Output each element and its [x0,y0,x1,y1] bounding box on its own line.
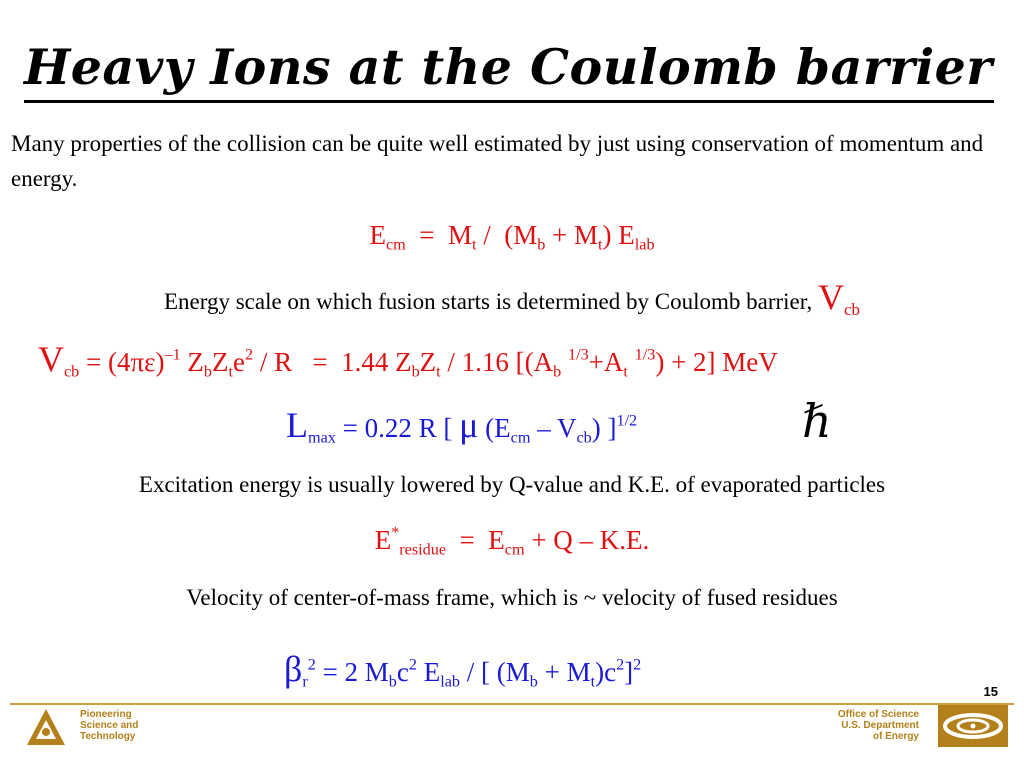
argonne-logo-icon [26,708,66,746]
intro-paragraph: Many properties of the collision can be quite well estimated by just using conservation of momentum and energy. [11,131,984,191]
equation-estar: $E^*_{residue} = E_{cm} + Q - K.E$. [374,523,650,559]
office-line: U.S. Department [841,720,919,731]
pioneering-tagline [80,709,138,742]
office-line: Office of Science [837,709,919,720]
vcb-symbol: $V_{cb}$ [817,277,861,319]
tagline-line: Technology [80,731,136,742]
excitation-text: Excitation energy is usually lowered by Q-value and K.E. of evaporated particles [138,472,886,497]
velocity-text: Velocity of center-of-mass frame, which is ~ velocity of fused residues [186,585,838,610]
office-of-science-label [838,709,919,742]
tagline-line: Science and [80,720,139,731]
coulomb-barrier-text [0,277,1024,319]
hbar-symbol: ℏ [802,394,832,448]
equation-ecm: $E_{cm} = M_t / (M_b + M_t)$ $E_{lab}$ [369,220,655,254]
equation-lmax: $L_{max} = 0.22$ R [ μ $(E_{cm} - V_{cb})$ ]$^{1/2}$ [286,405,638,447]
equation-vcb: $V_{cb} = (4\pi\varepsilon)^{-1}$ $Z_bZ_te^2 / R = 1.44$ $Z_bZ_t / 1.16$ [($A_b$ $^{1/3}+A_t$ $^{1/3}$) + 2] MeV [38,339,778,381]
page-number: 15 [983,684,998,699]
footer-divider [10,703,1014,705]
slide-title: Heavy Ions at the Coulomb barrier [24,38,993,96]
coulomb-barrier-sentence: Energy scale on which fusion starts is determined by Coulomb barrier, [163,289,813,314]
equation-beta: $\beta_r^2 = 2$ $M_bc^2$ $E_{lab}$ / [ $(M_b + M_t)c^2]^2$ [284,649,642,691]
office-line: of Energy [872,731,919,742]
title-underline [24,100,994,103]
doe-office-of-science-logo-icon [938,705,1008,747]
tagline-line: Pioneering [80,709,132,720]
